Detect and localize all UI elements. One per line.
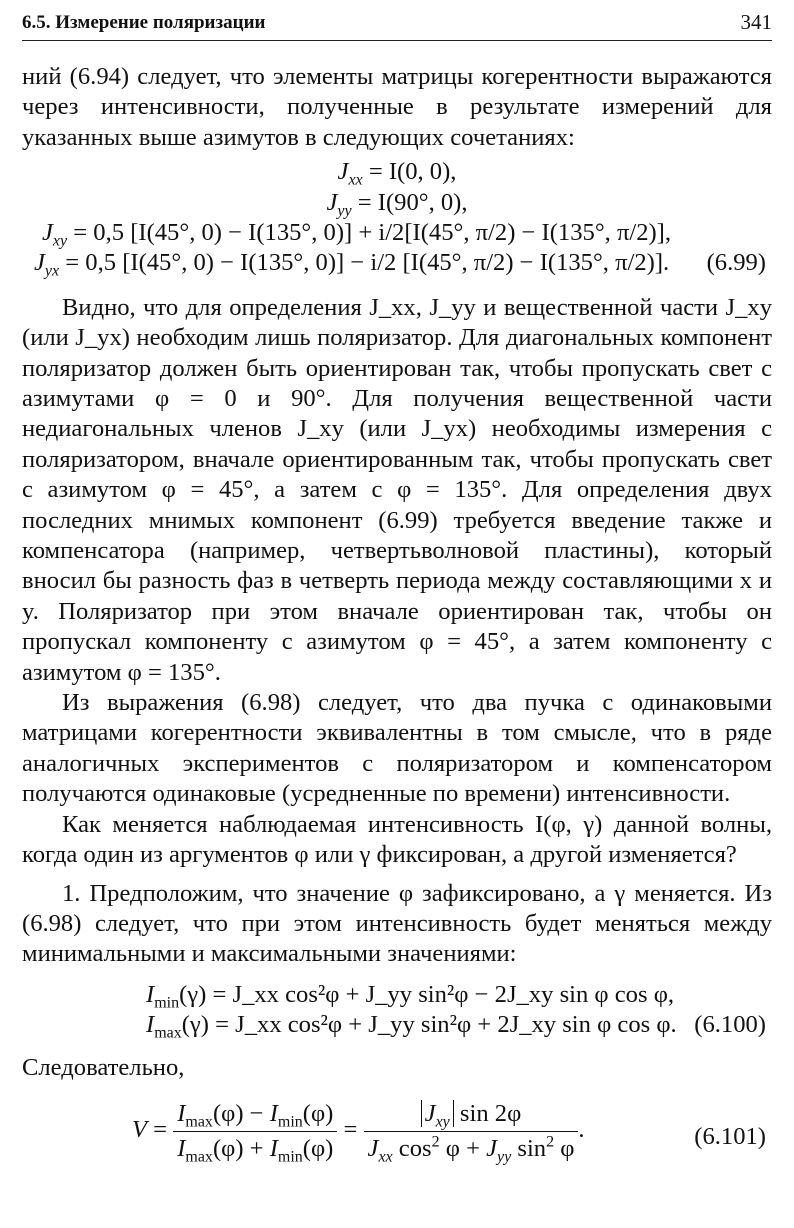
paragraph: Как меняется наблюдаемая интенсивность I(φ, γ) данной волны, когда один из аргументов φ или γ фиксирован, а другой изменяется?: [22, 810, 772, 869]
paragraph: Следовательно,: [22, 1053, 185, 1081]
intro-paragraph: ний (6.94) следует, что элементы матрицы когерентности выражаются через интенсивности, полученные в результате измерений для указанных выше азимутов в следующих сочетаниях:: [22, 63, 772, 151]
paragraph: Из выражения (6.98) следует, что два пучка с одинаковыми матрицами когерентности эквивалентны в том смысле, что в ряде аналогичных экспериментов с поляризатором и компенсатором получаются одинаковые (усредненные по времени) интенсивности.: [22, 689, 772, 808]
page-number: 341: [740, 10, 772, 34]
equation-number: (6.99): [706, 249, 766, 277]
paragraph: 1. Предположим, что значение φ зафиксировано, а γ меняется. Из (6.98) следует, что при этом интенсивность будет меняться между минимальными и максимальными значениями:: [22, 879, 772, 968]
paragraph: Видно, что для определения J_xx, J_yy и вещественной части J_xy (или J_yx) необходим лишь поляризатор. Для диагональных компонент поляризатор должен быть ориентирован так, чтобы пропускать свет с азимутами φ = 0 и 90°. Для получения вещественной части недиагональных членов J_xy (или J_yx) необходимы измерения с поляризатором, вначале ориентированным так, чтобы пропускать свет с азимутом φ = 45°, а затем с φ = 135°. Для определения двух последних мнимых компонент (6.99) требуется введение также и компенсатора (например, четвертьволновой пластины), который вносил бы разность фаз в четверть периода между составляющими x и y. Поляризатор при этом вначале ориентирован так, чтобы он пропускал компоненту с азимутом φ = 45°, а затем компоненту с азимутом φ = 135°.: [22, 293, 772, 686]
section-title: 6.5. Измерение поляризации: [22, 12, 266, 33]
equation-6-100: $I_{min}(\gamma)$ = J_xx cos²φ + J_yy sin²φ − 2J_xy sin φ cos φ, $I_{max}(\gamma)$ = J_xx cos²φ + J_yy sin²φ + 2J_xy sin φ cos φ. (6.100): [146, 980, 766, 1042]
equation-number: (6.101): [694, 1122, 766, 1150]
equation-6-99: $J_{xx} = I(0$, 0), $J_{yy} = I(90^\circ$, 0), $J_{xy} = 0,5$ [I(45°, 0) − I(135°, 0)] + i/2[I(45°, π/2) − I(135°, π/2)], $J_{yx} = 0,5$ [I(45°, 0) − I(135°, 0)] − i/2 [I(45°, π/2) − I(135°, π/2)]. (6.99): [34, 158, 766, 280]
running-header: [22, 0, 772, 44]
header-rule: [22, 40, 772, 41]
equation-6-101: V = $\frac{I_{max}(\varphi) - I_{min}(\varphi)}{I_{max}(\varphi) + I_{min}(\varphi)}$ = $\frac{J_{xy} \sin 2\varphi}{J_{xx} \cos^2 \varphi + J_{yy} \sin^2 \varphi}$ . (6.101): [22, 1089, 772, 1181]
page: [22, 0, 772, 1181]
equation-number: (6.100): [694, 1011, 766, 1039]
